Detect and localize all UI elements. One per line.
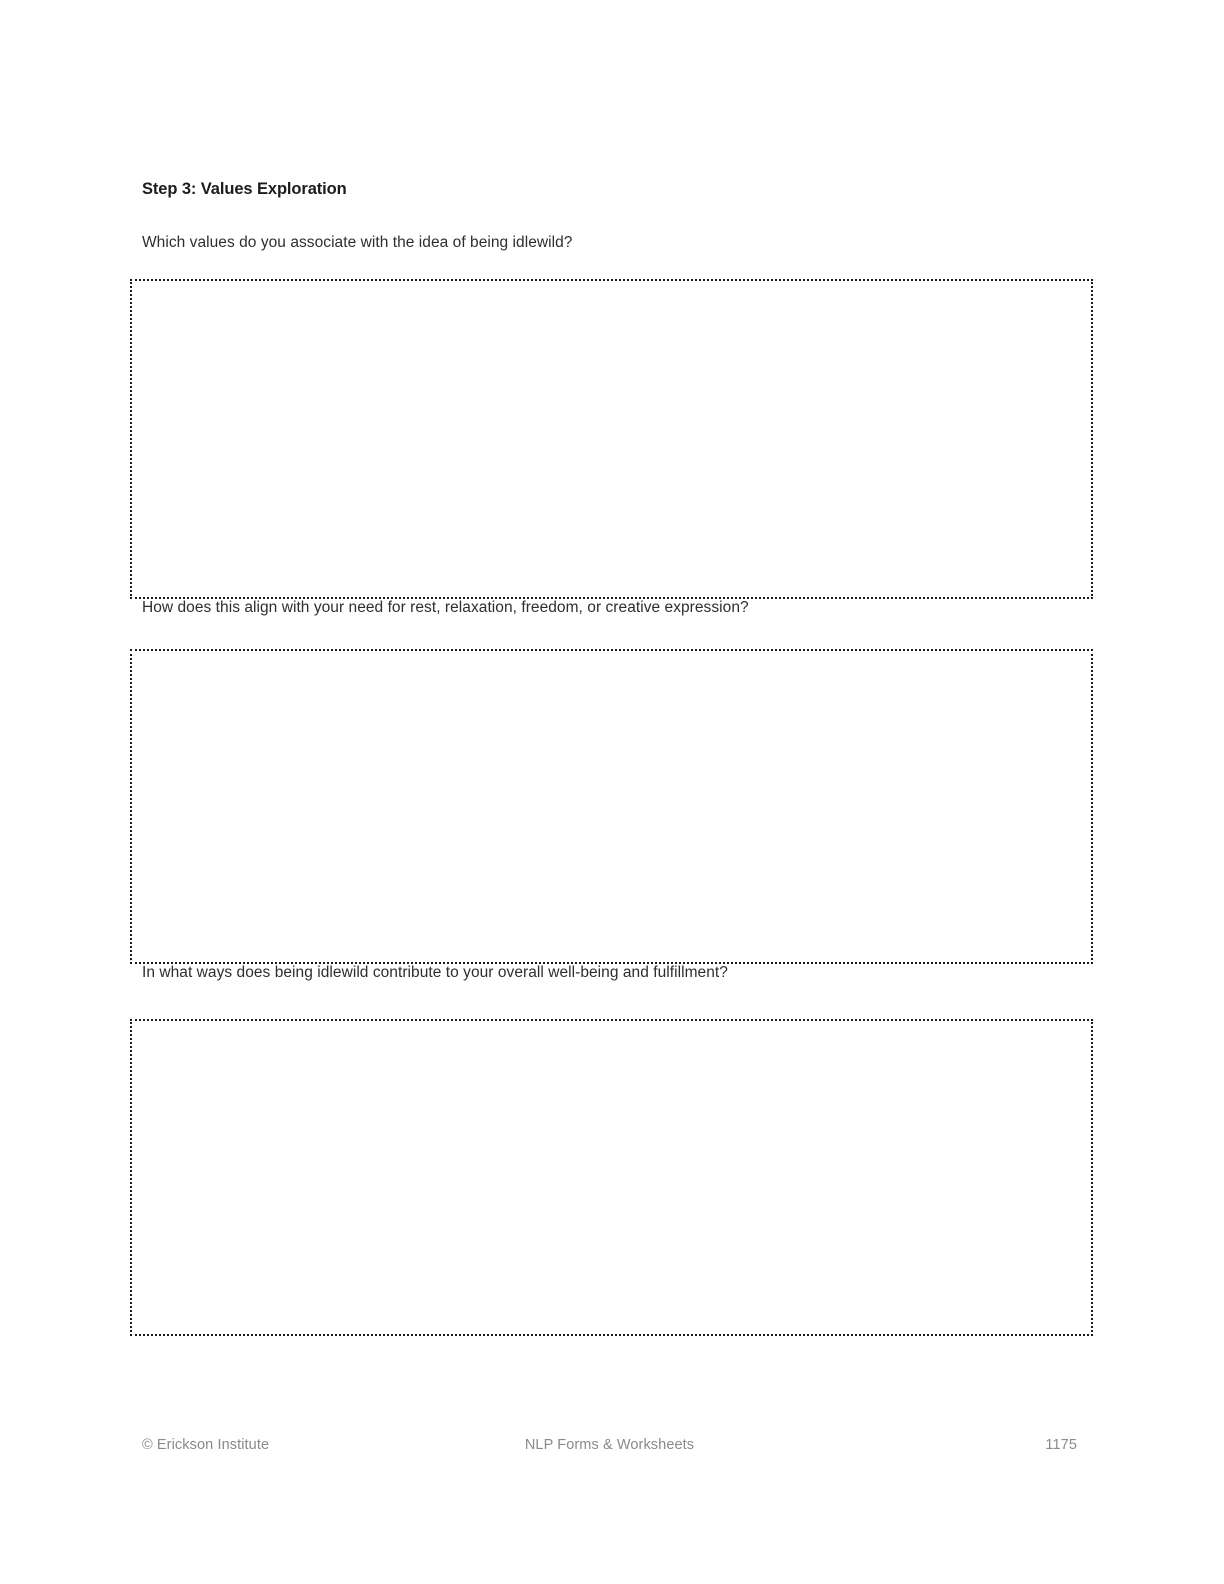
footer-document-title: NLP Forms & Worksheets: [524, 1437, 695, 1453]
footer-copyright: © Erickson Institute: [142, 1437, 270, 1453]
question-label-2: How does this align with your need for rest, relaxation, freedom, or creative expression?: [142, 599, 749, 616]
answer-field-3[interactable]: [130, 1019, 1093, 1336]
page-footer: [142, 1437, 1077, 1459]
question-label-1: Which values do you associate with the idea of being idlewild?: [142, 234, 573, 251]
page-title: Step 3: Values Exploration: [142, 180, 347, 198]
answer-field-2[interactable]: [130, 649, 1093, 964]
footer-page-number: 1175: [1045, 1437, 1077, 1453]
answer-field-1[interactable]: [130, 279, 1093, 599]
question-label-3: In what ways does being idlewild contribute to your overall well-being and fulfillment?: [142, 964, 728, 981]
